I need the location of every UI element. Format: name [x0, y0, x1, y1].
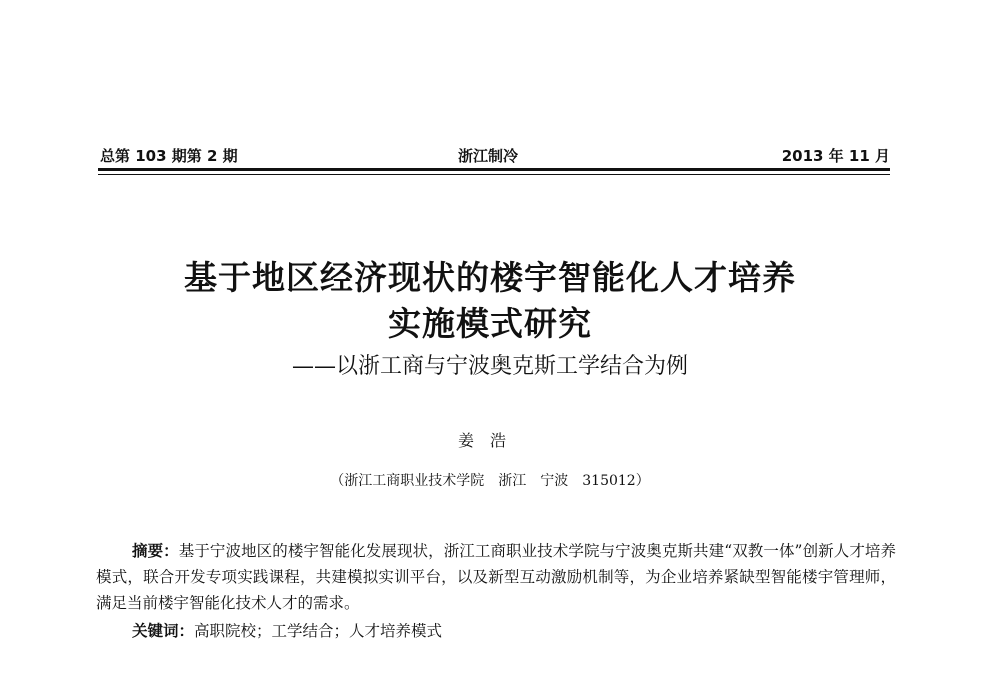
article-subtitle: ——以浙工商与宁波奥克斯工学结合为例 — [291, 354, 688, 379]
publication-date: 2013 年 11 月 — [781, 147, 890, 165]
abstract-label: 摘要： — [132, 542, 179, 560]
header-rule-thick — [98, 168, 890, 171]
keywords-label: 关键词： — [132, 622, 195, 640]
author-name: 姜浩 — [457, 431, 522, 450]
header-rule-thin — [98, 174, 890, 175]
keywords — [132, 618, 892, 644]
article-title-line-1: 基于地区经济现状的楼宇智能化人才培养 — [184, 258, 796, 297]
author-affiliation: （浙江工商职业技术学院 浙江 宁波 315012） — [330, 473, 650, 489]
journal-name: 浙江制冷 — [458, 147, 519, 165]
abstract — [96, 538, 896, 616]
issue-number: 总第 103 期第 2 期 — [100, 147, 238, 165]
running-header — [100, 141, 890, 167]
keywords-text: 高职院校；工学结合；人才培养模式 — [194, 622, 443, 640]
article-title-line-2: 实施模式研究 — [388, 304, 592, 343]
abstract-text: 基于宁波地区的楼宇智能化发展现状，浙江工商职业技术学院与宁波奥克斯共建“双教一体”创新人才培养模式，联合开发专项实践课程，共建模拟实训平台，以及新型互动激励机制等，为企业培养紧缺型智能楼宇管理师，满足当前楼宇智能化技术人才的需求。 — [96, 542, 896, 612]
